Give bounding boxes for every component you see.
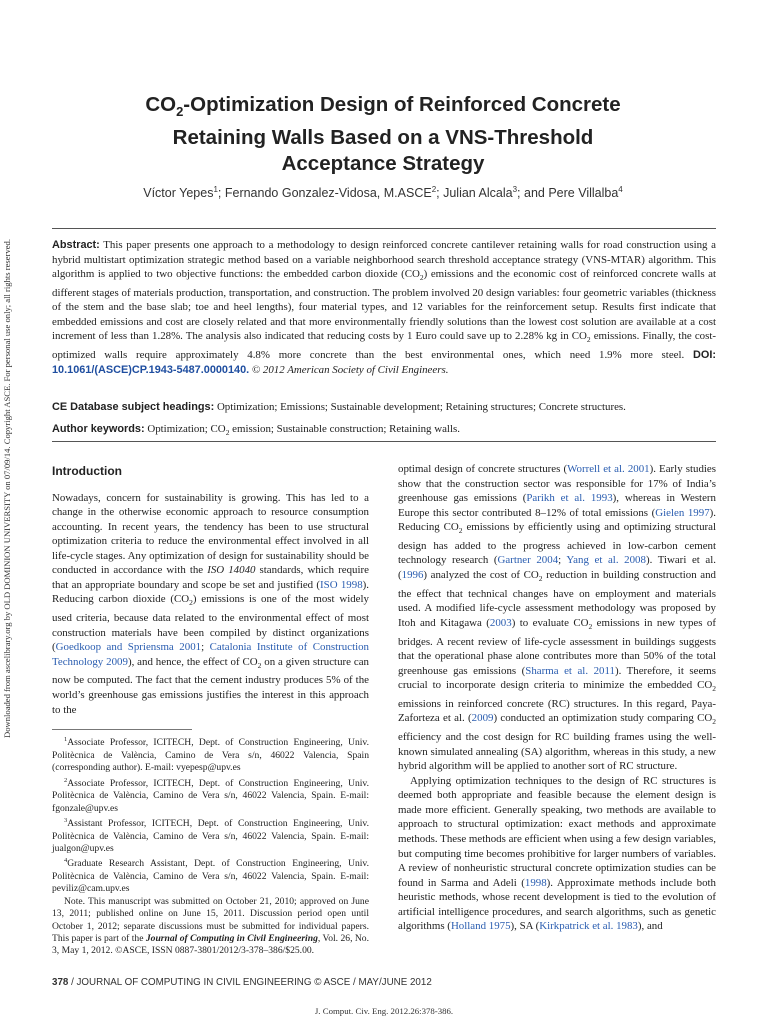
right-column	[398, 462, 716, 934]
author-list: Víctor Yepes$^1$; Fernando Gonzalez-Vidosa, M.ASCE$^2$; Julian Alcala$^3$; and Pere Villalba$^4$	[143, 185, 623, 201]
ref-kirkpatrick[interactable]: Kirkpatrick et al. 1983	[539, 920, 638, 933]
page-number: 378	[52, 977, 69, 988]
ref-catalonia[interactable]: Catalonia Institute of Construction Technology 2009	[52, 641, 370, 668]
abstract: Abstract: This paper presents one approach to a methodology to design reinforced concrete cantilever retaining walls for road construction using a hybrid multistart optimization strategic method based on a variable neighborhood search threshold acceptance strategy (VNS-MTAR) algorithm. This algorithm is applied to two objective functions: the embedded carbon dioxide $(CO_2)$ emissions and the economic cost of reinforced concrete walls at different stages of materials production, transportation, and construction. The problem involved 20 design variables: four geometric variables (thickness of the stem and the base slab; toe and heel lengths), four material types, and 12 variables for the reinforcement setup. Results first indicate that embedded emissions and cost are closely related and that more environmentally friendly solutions than the lowest cost solution are available at a cost increment of less than 1.28%. The analysis also indicated that reducing costs by 1 Euro could save up to 2.28% kg in $CO_2$ emissions. Finally, the cost-optimized walls require approximately 4.8% more concrete than the best environmental ones, which need 1.9% more steel. DOI: 10.1061/(ASCE)CP.1943-5487.0000140. © 2012 American Society of Civil Engineers.	[52, 239, 716, 376]
author-keywords: Author keywords: Optimization; $CO_2$ emission; Sustainable construction; Retaining walls.	[52, 423, 460, 438]
article-title: $CO_2$-Optimization Design of Reinforced Concrete Retaining Walls Based on a VNS-Threshold Acceptance Strategy	[145, 93, 621, 176]
right-paragraph-2: Applying optimization techniques to the design of RC structures is deemed both appropriate and feasible because the element design is made more efficient. Generally speaking, two methods are available to approach to structural optimization: exact methods and approximate methods. These methods are efficient when using a few design variables, but computing time becomes prohibitive for larger numbers of variables. A review of nonheuristic structural concrete optimization studies can be found in Sarma and Adeli (1998). Approximate methods include both heuristic methods, whose recent development is tied to the evolution of artificial intelligence procedures, and search algorithms, such as genetic algorithms (Holland 1975), SA (Kirkpatrick et al. 1983), and	[398, 774, 716, 933]
ref-gartner[interactable]: Gartner 2004	[497, 554, 559, 567]
download-notice: Downloaded from ascelibrary.org by OLD DOMINION UNIVERSITY on 07/09/14. Copyright ASCE. For personal use only; all rights reserved.	[2, 239, 12, 738]
ref-paya[interactable]: 2009	[471, 712, 494, 725]
ref-sharma[interactable]: Sharma et al. 2011	[525, 664, 615, 677]
intro-paragraph: Nowadays, concern for sustainability is growing. This has led to a change in the otherwise economic approach to resource consumption accounting. In recent years, the tendency has been to use structural optimization criteria to reduce the environmental effect involved in all life-cycle stages. Any optimization of design for sustainability should be conducted in accordance with the ISO 14040 standards, which require that an appropriate boundary and scope be set and justified (ISO 1998). Reducing carbon dioxide $(CO_2)$ emissions is one of the most widely used criteria, because data related to the environmental effect of most construction materials have been compiled by distinct organizations (Goedkoop and Spriensma 2001; Catalonia Institute of Construction Technology 2009), and hence, the effect of $CO_2$ on a given structure can now be computed. The fact that the cement industry produces 5% of the world’s greenhouse gas emissions justifies the interest in this approach to the	[52, 491, 370, 716]
ref-parikh[interactable]: Parikh et al. 1993	[526, 492, 613, 505]
footnote-3: $^3$Assistant Professor, ICITECH, Dept. of Construction Engineering, Univ. Politècnica de València, Camino de Vera s/n, 46022 Valencia, Spain. E-mail: jualgon@upv.es	[52, 816, 369, 854]
divider-top	[52, 228, 716, 229]
manuscript-note: Note. This manuscript was submitted on October 21, 2010; approved on June 13, 2011; published online on June 15, 2011. Discussion period open until October 1, 2012; separate discussions must be submitted for individual papers. This paper is part of the Journal of Computing in Civil Engineering, Vol. 26, No. 3, May 1, 2012. ©ASCE, ISSN 0887-3801/2012/3-378–386/$25.00.	[52, 895, 370, 957]
right-paragraph-1: optimal design of concrete structures (Worrell et al. 2001). Early studies show that the construction sector was responsible for 17% of India’s greenhouse gas emissions (Parikh et al. 1993), whereas in Western Europe this sector contributed 8–12% of total emissions (Gielen 1997). Reducing $CO_2$ emissions by efficiently using and optimizing structural design has added to the progress achieved in low-carbon cement technology research (Gartner 2004; Yang et al. 2008). Tiwari et al. (1996) analyzed the cost of $CO_2$ reduction in building construction and the effect that technical changes have on employment and materials used. A modified life-cycle assessment methodology was proposed by Itoh and Kitagawa (2003) to evaluate $CO_2$ emissions in new types of bridges. A recent review of life-cycle assessment in buildings suggests that the operational phase alone contributes more than 50% of the total greenhouse gas emissions (Sharma et al. 2011). Therefore, it seems crucial to incorporate design criteria to minimize the embedded $CO_2$ emissions in reinforced concrete (RC) structures. In this regard, Paya-Zaforteza et al. (2009) conducted an optimization study comparing $CO_2$ efficiency and the cost design for RC building frames using the well-known simulated annealing (SA) algorithm, whereas in this study, a new hybrid algorithm will be applied to another sort of RC structure.	[398, 463, 717, 773]
ref-tiwari[interactable]: 1996	[401, 569, 424, 581]
footnotes	[52, 734, 369, 958]
ref-yang[interactable]: Yang et al. 2008	[566, 554, 646, 567]
divider-bottom	[52, 441, 716, 442]
footnote-4: $^4$Graduate Research Assistant, Dept. of Construction Engineering, Univ. Politècnica de València, Camino de Vera s/n, 46022 Valencia, Spain. E-mail: peviliz@cam.upv.es	[52, 857, 369, 895]
ref-worrell[interactable]: Worrell et al. 2001	[567, 463, 650, 475]
ref-itoh[interactable]: 2003	[489, 616, 512, 629]
footnote-rule	[52, 729, 192, 730]
ref-sarma[interactable]: 1998	[524, 876, 547, 889]
subject-headings: CE Database subject headings: Optimization; Emissions; Sustainable development; Retaining structures; Concrete structures.	[52, 401, 626, 413]
footnote-1: $^1$Associate Professor, ICITECH, Dept. of Construction Engineering, Univ. Politècnica de València, Camino de Vera s/n, 46022 Valencia, Spain (corresponding author). E-mail: vyepesp@upv.es	[52, 736, 369, 774]
page-footer: 378 / JOURNAL OF COMPUTING IN CIVIL ENGINEERING © ASCE / MAY/JUNE 2012	[52, 977, 432, 988]
footnote-2: $^2$Associate Professor, ICITECH, Dept. of Construction Engineering, Univ. Politècnica de València, Camino de Vera s/n, 46022 Valencia, Spain. E-mail: fgonzale@upv.es	[52, 776, 369, 814]
doi-link[interactable]: 10.1061/(ASCE)CP.1943-5487.0000140.	[52, 363, 250, 376]
ref-goedkoop[interactable]: Goedkoop and Spriensma 2001	[55, 641, 202, 654]
left-column	[52, 464, 369, 958]
ref-gielen[interactable]: Gielen 1997	[655, 506, 710, 519]
section-heading-introduction: Introduction	[52, 464, 122, 478]
citation-line: J. Comput. Civ. Eng. 2012.26:378-386.	[314, 1006, 454, 1016]
ref-holland[interactable]: Holland 1975	[450, 920, 511, 933]
ref-iso-1998[interactable]: ISO 1998	[320, 578, 363, 591]
